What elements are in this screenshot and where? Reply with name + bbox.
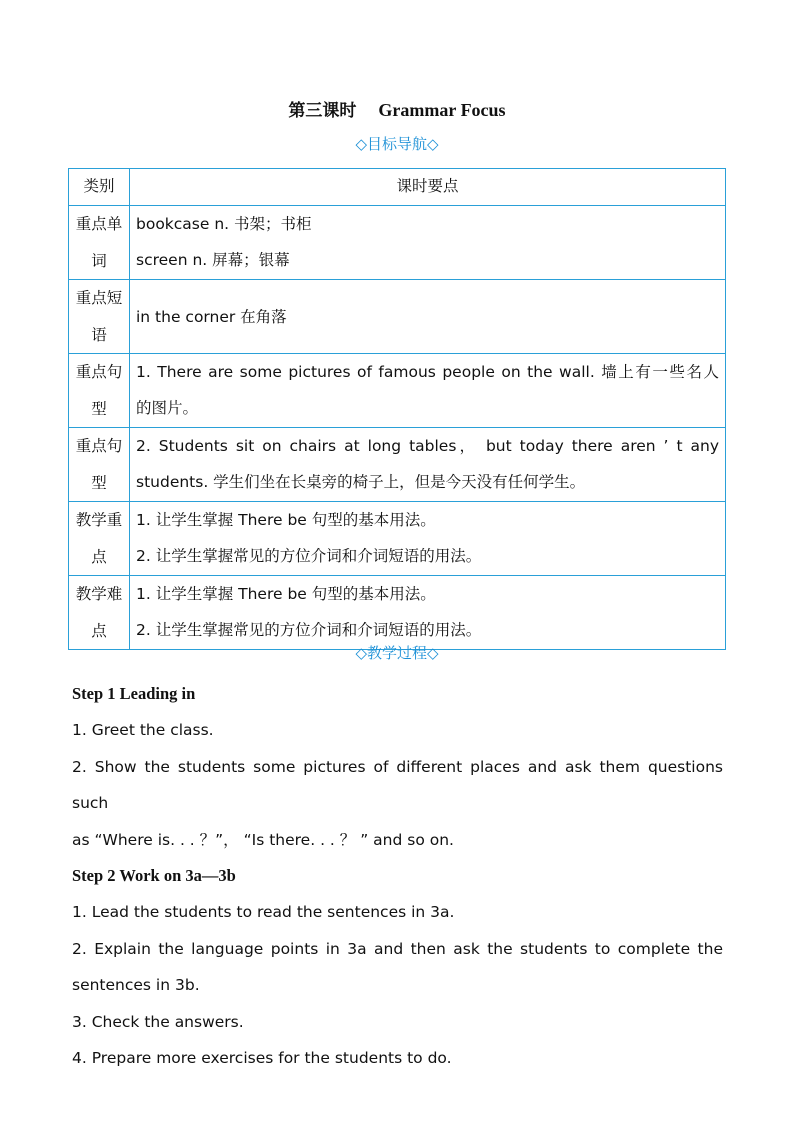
step-item: 1. Lead the students to read the sentences in 3a. [72,903,455,921]
table-row [69,206,726,280]
teaching-process [72,676,723,1077]
row-category: 重点句型 [69,354,130,428]
step-item: 4. Prepare more exercises for the students to do. [72,1049,452,1067]
table-row [69,280,726,354]
row-category: 教学重点 [69,502,130,576]
lesson-title [0,96,794,121]
step-item: 3. Check the answers. [72,1012,244,1031]
row-line: bookcase n. 书架；书柜 [136,215,312,233]
lesson-title-cn: 第三课时 [288,101,357,121]
row-line: 的图片。 [136,399,199,417]
row-category: 重点短语 [69,280,130,354]
row-content [130,502,726,576]
row-line: screen n. 屏幕；银幕 [136,251,290,269]
table-header-category: 类别 [69,169,130,206]
lesson-points-table [68,168,726,650]
row-content [130,576,726,650]
row-content [130,206,726,280]
step2-heading: Step 2 Work on 3a—3b [72,866,236,885]
table-row [69,428,726,502]
table-row [69,502,726,576]
row-line: 2. Students sit on chairs at long tables， but today there aren ’ t any [136,437,719,455]
lesson-title-en: Grammar Focus [378,100,506,120]
row-content [130,280,726,354]
step-item: 2. Explain the language points in 3a and then ask the students to complete the [72,939,723,958]
step-item: 2. Show the students some pictures of different places and ask them questions such [72,757,723,812]
row-line: 1. 让学生掌握 There be 句型的基本用法。 [136,511,436,529]
table-header-content: 课时要点 [130,169,726,206]
row-line: 2. 让学生掌握常见的方位介词和介词短语的用法。 [136,547,482,565]
step-item: 1. Greet the class. [72,721,214,739]
table-row [69,354,726,428]
row-category: 重点单词 [69,206,130,280]
row-line: 2. 让学生掌握常见的方位介词和介词短语的用法。 [136,621,482,639]
row-line: students. 学生们坐在长桌旁的椅子上，但是今天没有任何学生。 [136,473,586,491]
section-heading-goal: ◇目标导航◇ [355,135,439,153]
step-item: sentences in 3b. [72,976,200,994]
table-header-row [69,169,726,206]
row-line: 1. There are some pictures of famous people on the wall. 墙上有一些名人 [136,363,719,381]
table-row [69,576,726,650]
row-content [130,428,726,502]
row-line: in the corner 在角落 [136,307,287,326]
row-category: 重点句型 [69,428,130,502]
step1-heading: Step 1 Leading in [72,684,196,703]
section-heading-process: ◇教学过程◇ [355,644,439,662]
step-item: as “Where is. . . ？”， “Is there. . . ？ ” and so on. [72,830,454,849]
row-category: 教学难点 [69,576,130,650]
row-line: 1. 让学生掌握 There be 句型的基本用法。 [136,585,436,603]
row-content [130,354,726,428]
